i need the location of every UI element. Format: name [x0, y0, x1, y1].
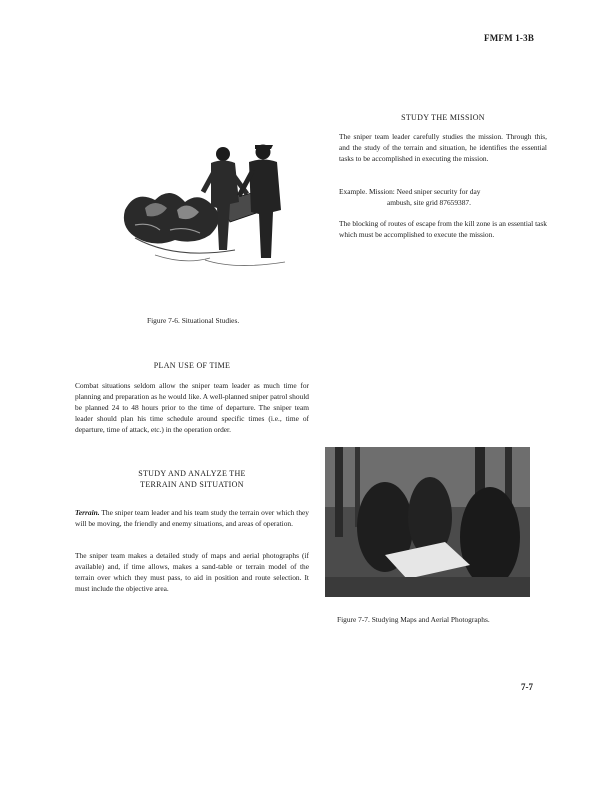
maps-paragraph: The sniper team makes a detailed study of maps and aerial photographs (if available) and, if time allows, makes a sand-table or terrain model of the terrain over which they must pass, to aid in position and route selection. It must include the objective area.	[75, 551, 309, 593]
terrain-paragraph	[75, 507, 309, 529]
plan-use-of-time-heading: PLAN USE OF TIME	[153, 361, 231, 370]
study-the-mission-heading: STUDY THE MISSION	[401, 113, 485, 122]
example-line-2: ambush, site grid 87659387.	[387, 198, 471, 207]
terrain-text: The sniper team leader and his team study the terrain over which they will be moving, the friendly and enemy situations, and areas of operation.	[75, 508, 309, 528]
studying-maps-photo-art	[325, 447, 530, 597]
study-analyze-heading-line1: STUDY AND ANALYZE THE	[138, 469, 246, 478]
blocking-paragraph: The blocking of routes of escape from the kill zone is an essential task which must be accomplished to execute the mission.	[339, 219, 547, 239]
situational-studies-illustration	[115, 130, 305, 290]
document-id: FMFM 1-3B	[484, 33, 535, 43]
figure-7-6-caption: Figure 7-6. Situational Studies.	[147, 316, 240, 325]
figure-7-7-caption: Figure 7-7. Studying Maps and Aerial Photographs.	[337, 615, 490, 624]
plan-use-of-time-paragraph: Combat situations seldom allow the sniper team leader as much time for planning and preparation as he would like. A well-planned sniper patrol should be planned 24 to 48 hours prior to the time of departure. The sniper team leader should plan his time schedule around specific times (i.e., time of departure, time of attack, etc.) in the operation order.	[75, 381, 309, 434]
study-analyze-heading-line2: TERRAIN AND SITUATION	[140, 480, 244, 489]
studying-maps-photo	[325, 447, 530, 597]
example-line-1: Example. Mission: Need sniper security for day	[339, 187, 481, 196]
terrain-label: Terrain.	[75, 508, 100, 517]
page-number: 7-7	[521, 682, 533, 692]
mission-paragraph: The sniper team leader carefully studies the mission. Through this, and the study of the terrain and situation, he identifies the essential tasks to be accomplished in executing the mission.	[339, 132, 547, 163]
